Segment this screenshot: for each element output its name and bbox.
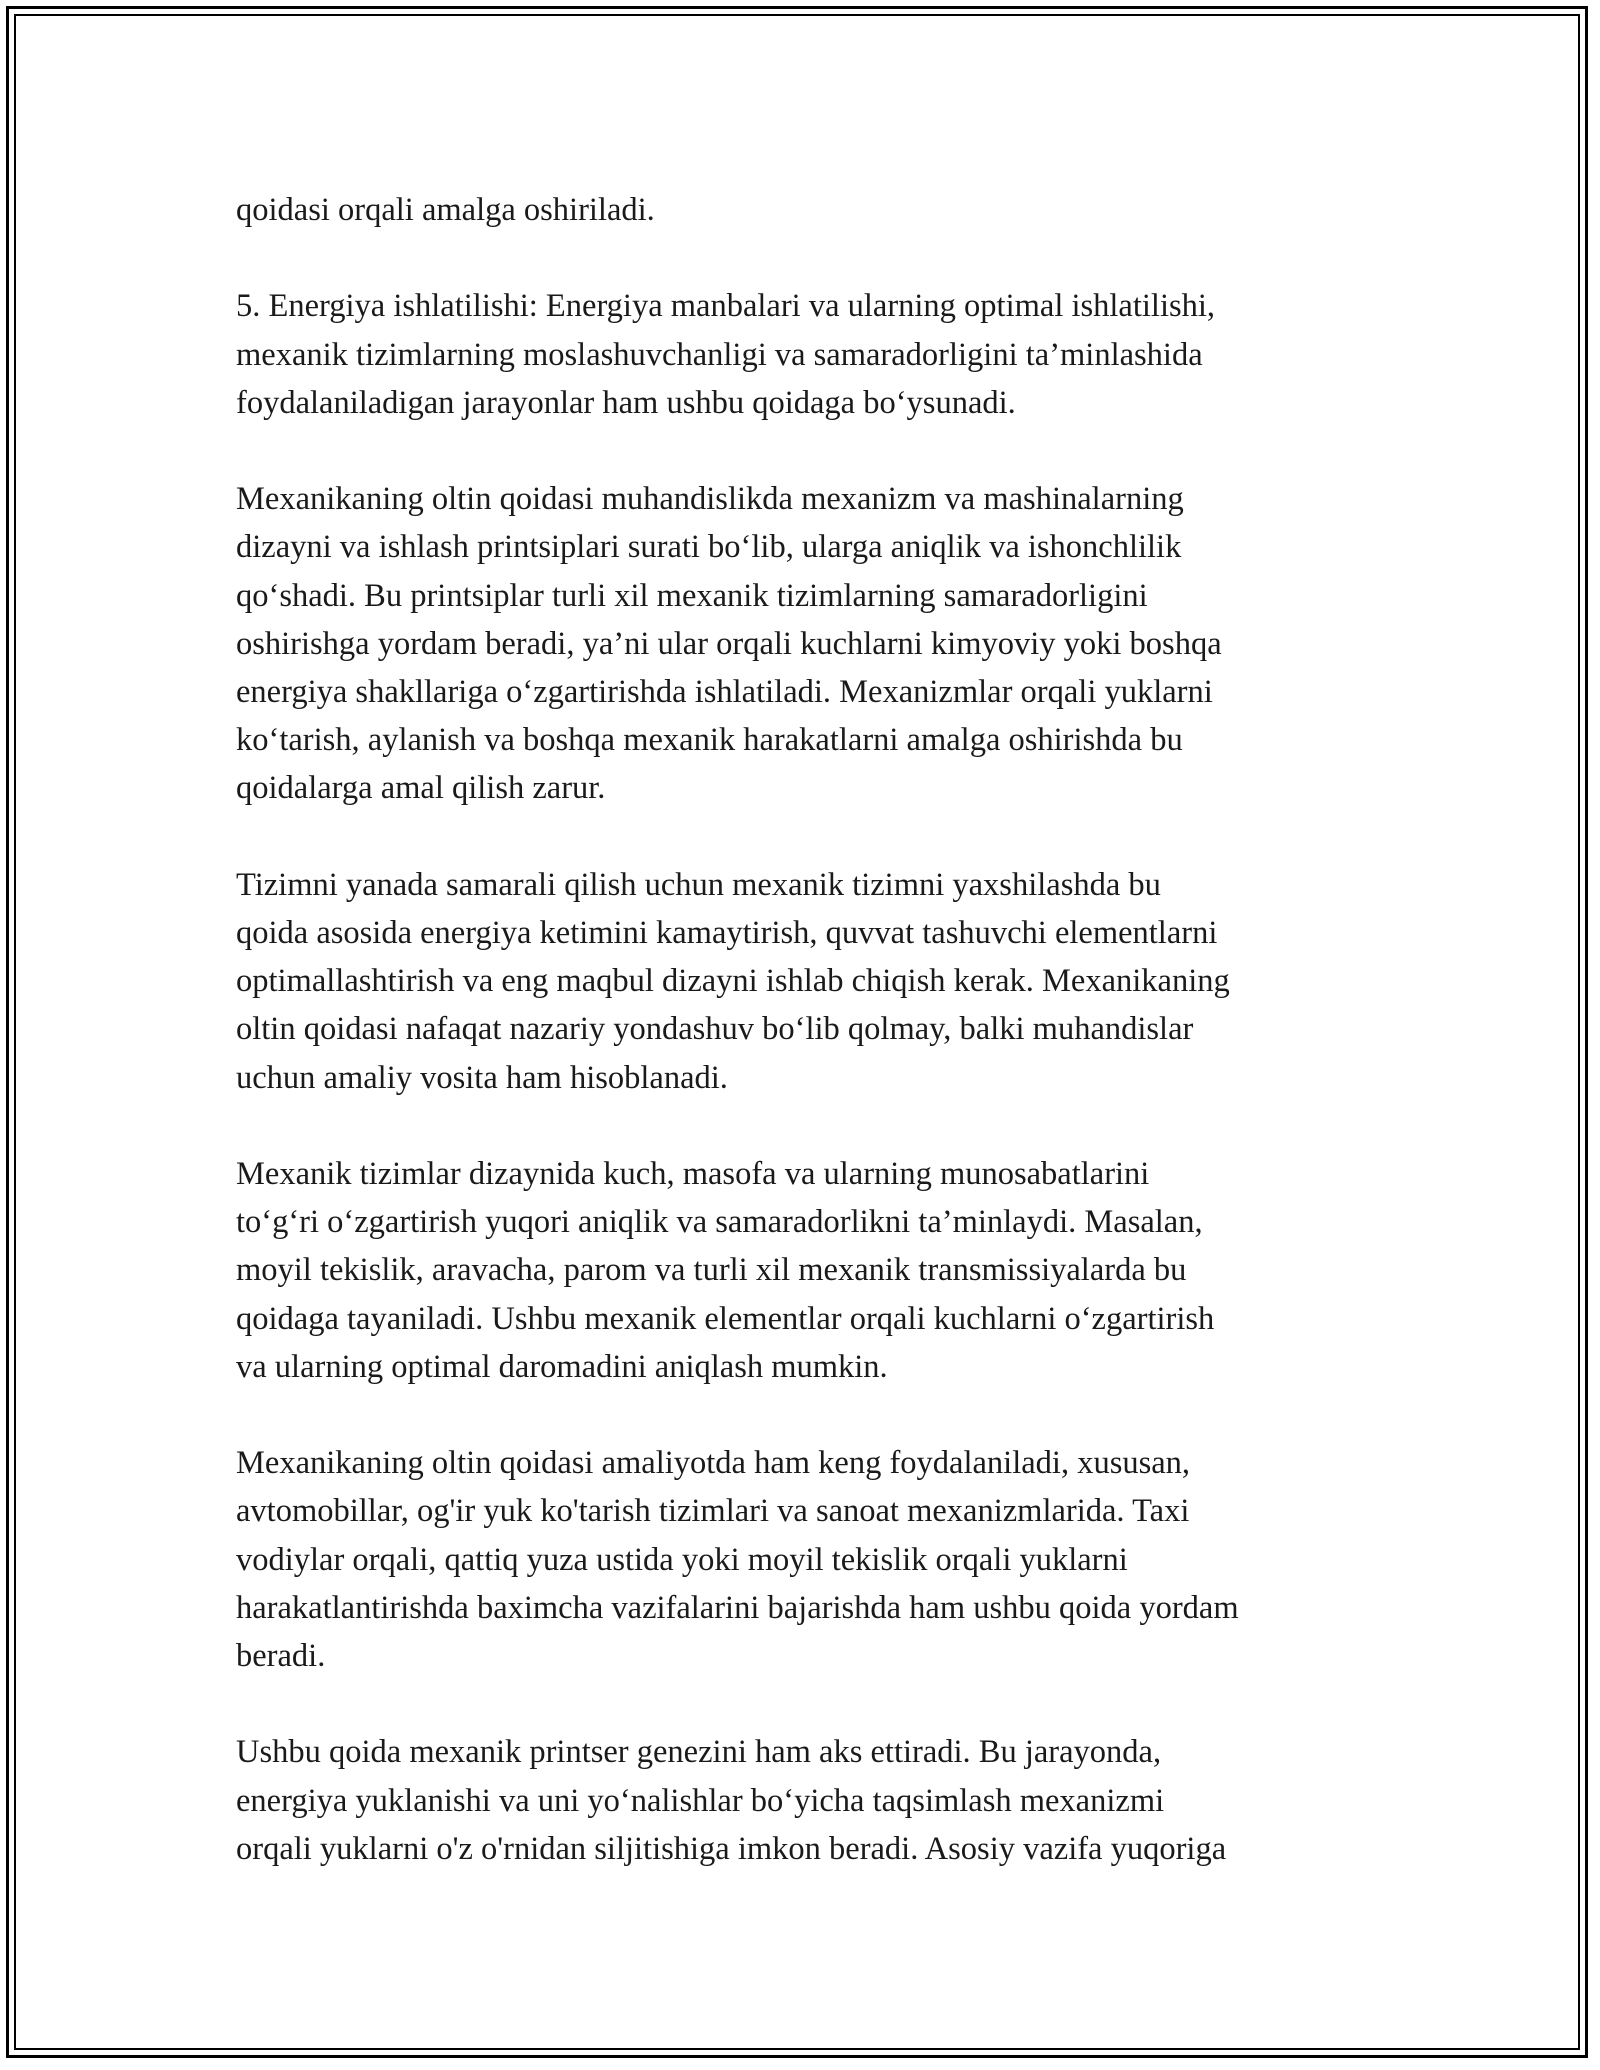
- text-line: qo‘shadi. Bu printsiplar turli xil mexanik tizimlarning samaradorligini: [236, 577, 1148, 614]
- text-line: uchun amaliy vosita ham hisoblanadi.: [236, 1059, 728, 1096]
- document-body: [236, 186, 1386, 1921]
- text-line: qoidalarga amal qilish zarur.: [236, 770, 606, 807]
- text-line: energiya yuklanishi va uni yo‘nalishlar bo‘yicha taqsimlash mexanizmi: [236, 1782, 1165, 1819]
- text-line: qoidasi orqali amalga oshiriladi.: [236, 192, 655, 228]
- text-line: beradi.: [236, 1638, 326, 1675]
- text-line: oshirishga yordam beradi, ya’ni ular orqali kuchlarni kimyoviy yoki boshqa: [236, 625, 1222, 662]
- text-line: mexanik tizimlarning moslashuvchanligi va samaradorligini ta’minlashida: [236, 336, 1203, 373]
- text-line: oltin qoidasi nafaqat nazariy yondashuv bo‘lib qolmay, balki muhandislar: [236, 1011, 1194, 1048]
- text-line: qoida asosida energiya ketimini kamaytirish, quvvat tashuvchi elementlarni: [236, 915, 1218, 951]
- text-line: harakatlantirishda baximcha vazifalarini bajarishda ham ushbu qoida yordam: [236, 1589, 1239, 1626]
- text-line: Mexanikaning oltin qoidasi amaliyotda ham keng foydalaniladi, xususan,: [236, 1445, 1191, 1482]
- text-line: qoidaga tayaniladi. Ushbu mexanik elementlar orqali kuchlarni o‘zgartirish: [236, 1300, 1215, 1337]
- text-line: va ularning optimal daromadini aniqlash mumkin.: [236, 1348, 888, 1385]
- text-line: avtomobillar, og'ir yuk ko'tarish tizimlari va sanoat mexanizmlarida. Taxi: [236, 1493, 1190, 1530]
- text-line: Mexanik tizimlar dizaynida kuch, masofa va ularning munosabatlarini: [236, 1156, 1150, 1192]
- text-line: energiya shakllariga o‘zgartirishda ishlatiladi. Mexanizmlar orqali yuklarni: [236, 674, 1213, 710]
- text-line: 5. Energiya ishlatilishi: Energiya manbalari va ularning optimal ishlatilishi,: [236, 288, 1216, 325]
- paragraph-6: [236, 1439, 1386, 1680]
- text-line: orqali yuklarni o'z o'rnidan siljitishiga imkon beradi. Asosiy vazifa yuqoriga: [236, 1830, 1227, 1867]
- text-line: moyil tekislik, aravacha, parom va turli xil mexanik transmissiyalarda bu: [236, 1252, 1187, 1289]
- text-line: Tizimni yanada samarali qilish uchun mexanik tizimni yaxshilashda bu: [236, 866, 1161, 903]
- text-line: dizayni va ishlash printsiplari surati bo‘lib, ularga aniqlik va ishonchlilik: [236, 529, 1182, 566]
- paragraph-5: [236, 1150, 1386, 1391]
- text-line: Mexanikaning oltin qoidasi muhandislikda mexanizm va mashinalarning: [236, 481, 1184, 518]
- text-line: ko‘tarish, aylanish va boshqa mexanik harakatlarni amalga oshirishda bu: [236, 722, 1183, 759]
- text-line: optimallashtirish va eng maqbul dizayni ishlab chiqish kerak. Mexanikaning: [236, 963, 1230, 1000]
- paragraph-2: [236, 282, 1386, 427]
- paragraph-4: [236, 861, 1386, 1102]
- text-line: foydalaniladigan jarayonlar ham ushbu qoidaga bo‘ysunadi.: [236, 384, 1016, 421]
- text-line: to‘g‘ri o‘zgartirish yuqori aniqlik va samaradorlikni ta’minlaydi. Masalan,: [236, 1204, 1203, 1241]
- paragraph-3: [236, 475, 1386, 812]
- paragraph-7: [236, 1728, 1386, 1873]
- text-line: Ushbu qoida mexanik printser genezini ham aks ettiradi. Bu jarayonda,: [236, 1734, 1162, 1771]
- paragraph-1: [236, 186, 1386, 234]
- text-line: vodiylar orqali, qattiq yuza ustida yoki moyil tekislik orqali yuklarni: [236, 1541, 1128, 1578]
